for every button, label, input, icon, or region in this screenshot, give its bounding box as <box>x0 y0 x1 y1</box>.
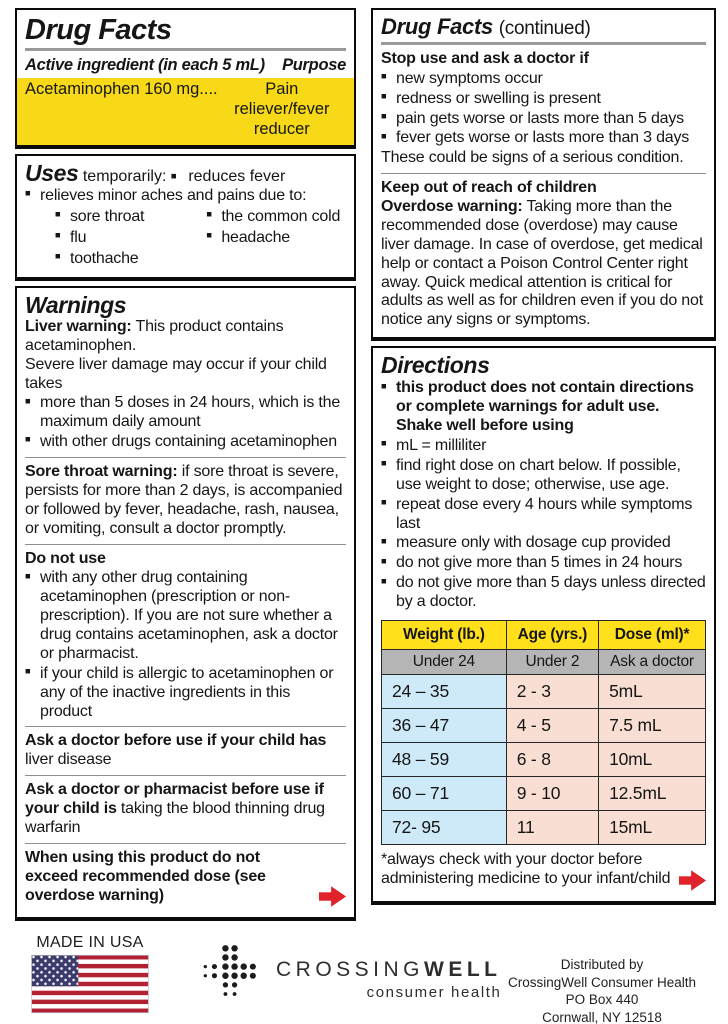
overdose-warning: Overdose warning: Taking more than the recommended dose (overdose) may cause liver damage. In case of overdose, get medical help or contact a Poison Control Center right away. Quick medical attention is critical for adults as well as for children even if you do not notice any signs or symptoms. <box>381 198 703 329</box>
overdose-label: Overdose warning: <box>381 198 523 216</box>
keep-out-title: Keep out of reach of children <box>381 179 597 197</box>
section-divider <box>25 457 346 458</box>
stop-use-footer: These could be signs of a serious condition. <box>381 149 684 167</box>
dosage-row: 24 – 35 2 - 3 5mL <box>382 674 706 708</box>
uses-bullet: ■ relieves minor aches and pains due to: <box>25 187 346 206</box>
dosage-col-dose: Dose (ml)* <box>599 620 706 649</box>
directions-bullet: ■ do not give more than 5 times in 24 hours <box>381 554 706 573</box>
panel-directions <box>371 346 716 905</box>
uses-subitem: ■ toothache <box>55 250 206 269</box>
bullet-square-icon <box>171 168 184 186</box>
uses-subitem: ■ flu <box>55 229 206 248</box>
panel-uses <box>15 154 356 281</box>
brand-name-bold: WELL <box>424 958 502 981</box>
liver-warning: Liver warning: This product contains acetaminophen. <box>25 317 284 354</box>
distributor-line: PO Box 440 <box>565 992 639 1008</box>
section-divider <box>381 173 706 174</box>
active-ingredient-header <box>25 56 346 75</box>
brand-tagline: consumer health <box>366 984 502 1001</box>
dosage-table-subheader-row: Under 24 Under 2 Ask a doctor <box>382 649 706 674</box>
ingredient-purpose: Pain reliever/fever reducer <box>234 80 330 139</box>
uses-first-line <box>25 161 346 186</box>
distributor-info <box>482 956 722 1024</box>
directions-bold-bullet: ■ this product does not contain directions or complete warnings for adult use. Shake well before using <box>381 379 706 436</box>
section-divider <box>25 726 346 727</box>
severe-liver-text: Severe liver damage may occur if your child takes <box>25 355 327 392</box>
panel-continued <box>371 8 716 341</box>
directions-bullet: ■ mL = milliliter <box>381 437 706 456</box>
made-in-usa <box>28 934 152 1018</box>
footer <box>0 928 728 1024</box>
directions-bullet: ■ do not give more than 5 days unless directed by a doctor. <box>381 574 706 612</box>
dosage-footnote: *always check with your doctor before administering medicine to your infant/child <box>381 850 671 887</box>
title-divider <box>381 42 706 45</box>
dosage-col-weight: Weight (lb.) <box>382 620 507 649</box>
purpose-heading: Purpose <box>282 56 346 75</box>
stop-use-bullet: ■ redness or swelling is present <box>381 90 706 109</box>
distributor-line: Distributed by <box>560 957 644 972</box>
directions-title: Directions <box>381 352 490 379</box>
sore-throat-warning: Sore throat warning: if sore throat is severe, persists for more than 2 days, is accompanied or followed by fever, headache, rash, nausea, or vomiting, consult a doctor promptly. <box>25 463 343 537</box>
do-not-use-bullet: ■ if your child is allergic to acetaminophen or any of the inactive ingredients in this product <box>25 665 346 722</box>
panel-warnings <box>15 286 356 922</box>
active-ingredient-heading: Active ingredient (in each 5 mL) <box>25 56 265 75</box>
liver-bullet: ■ more than 5 doses in 24 hours, which is the maximum daily amount <box>25 394 346 432</box>
section-divider <box>25 843 346 844</box>
liver-bullet: ■ with other drugs containing acetaminophen <box>25 433 346 452</box>
section-divider <box>25 544 346 545</box>
dosage-row: 48 – 59 6 - 8 10mL <box>382 742 706 776</box>
do-not-use-bullet: ■ with any other drug containing acetaminophen (prescription or non-prescription). If you are not sure whether a drug contains acetaminophen, ask a doctor or pharmacist. <box>25 569 346 663</box>
uses-subitem: ■ sore throat <box>55 208 206 227</box>
drug-facts-continued-title: Drug Facts (continued) <box>381 14 591 39</box>
uses-subitem: ■ headache <box>206 229 346 248</box>
sore-throat-label: Sore throat warning: <box>25 463 178 481</box>
panel-active-ingredient <box>15 8 356 149</box>
drug-facts-title: Drug Facts <box>25 14 172 46</box>
section-divider <box>25 775 346 776</box>
do-not-use-title: Do not use <box>25 549 106 567</box>
ask-pharmacist-section: Ask a doctor or pharmacist before use if your child is taking the blood thinning drug warfarin <box>25 781 325 836</box>
uses-subitem: ■ the common cold <box>206 208 346 227</box>
continue-arrow-icon <box>319 885 347 908</box>
stop-use-bullet: ■ fever gets worse or lasts more than 3 days <box>381 129 706 148</box>
usa-flag <box>31 955 149 1013</box>
dosage-table <box>381 620 706 845</box>
uses-sublist <box>25 207 346 270</box>
distributor-line: Cornwall, NY 12518 <box>542 1009 662 1024</box>
continue-arrow-icon <box>679 869 707 892</box>
stop-use-title: Stop use and ask a doctor if <box>381 49 589 67</box>
dosage-col-age: Age (yrs.) <box>506 620 598 649</box>
crossingwell-logo <box>198 940 502 1006</box>
when-using-warning: When using this product do not exceed recommended dose (see overdose warning) <box>25 848 266 904</box>
crossingwell-wordmark <box>276 958 502 1006</box>
stop-use-bullet: ■ pain gets worse or lasts more than 5 days <box>381 110 706 129</box>
uses-inline-item: reduces fever <box>188 167 286 185</box>
stop-use-bullet: ■ new symptoms occur <box>381 70 706 89</box>
warnings-title: Warnings <box>25 291 127 318</box>
made-in-usa-text: MADE IN USA <box>36 934 144 951</box>
directions-bullet: ■ find right dose on chart below. If possible, use weight to dose; otherwise, use age. <box>381 457 706 495</box>
liver-warning-label: Liver warning: <box>25 317 132 335</box>
dosage-row: 72- 95 11 15mL <box>382 810 706 844</box>
ask-doctor-section: Ask a doctor before use if your child has liver disease <box>25 732 327 769</box>
uses-intro: temporarily: <box>82 167 167 185</box>
active-ingredient-row <box>17 78 354 144</box>
crossingwell-cross-icon <box>198 940 262 1006</box>
dosage-table-header-row <box>382 620 706 649</box>
uses-title: Uses <box>25 159 79 186</box>
directions-bullet: ■ measure only with dosage cup provided <box>381 534 706 553</box>
directions-bullet: ■ repeat dose every 4 hours while symptoms last <box>381 496 706 534</box>
distributor-line: CrossingWell Consumer Health <box>507 974 697 990</box>
dosage-row: 60 – 71 9 - 10 12.5mL <box>382 776 706 810</box>
title-divider <box>25 48 346 51</box>
dosage-row: 36 – 47 4 - 5 7.5 mL <box>382 708 706 742</box>
left-column <box>15 8 356 926</box>
right-column <box>371 8 716 910</box>
brand-name-light: CROSSING <box>276 958 425 981</box>
ingredient-name: Acetaminophen 160 mg.... <box>25 80 218 99</box>
